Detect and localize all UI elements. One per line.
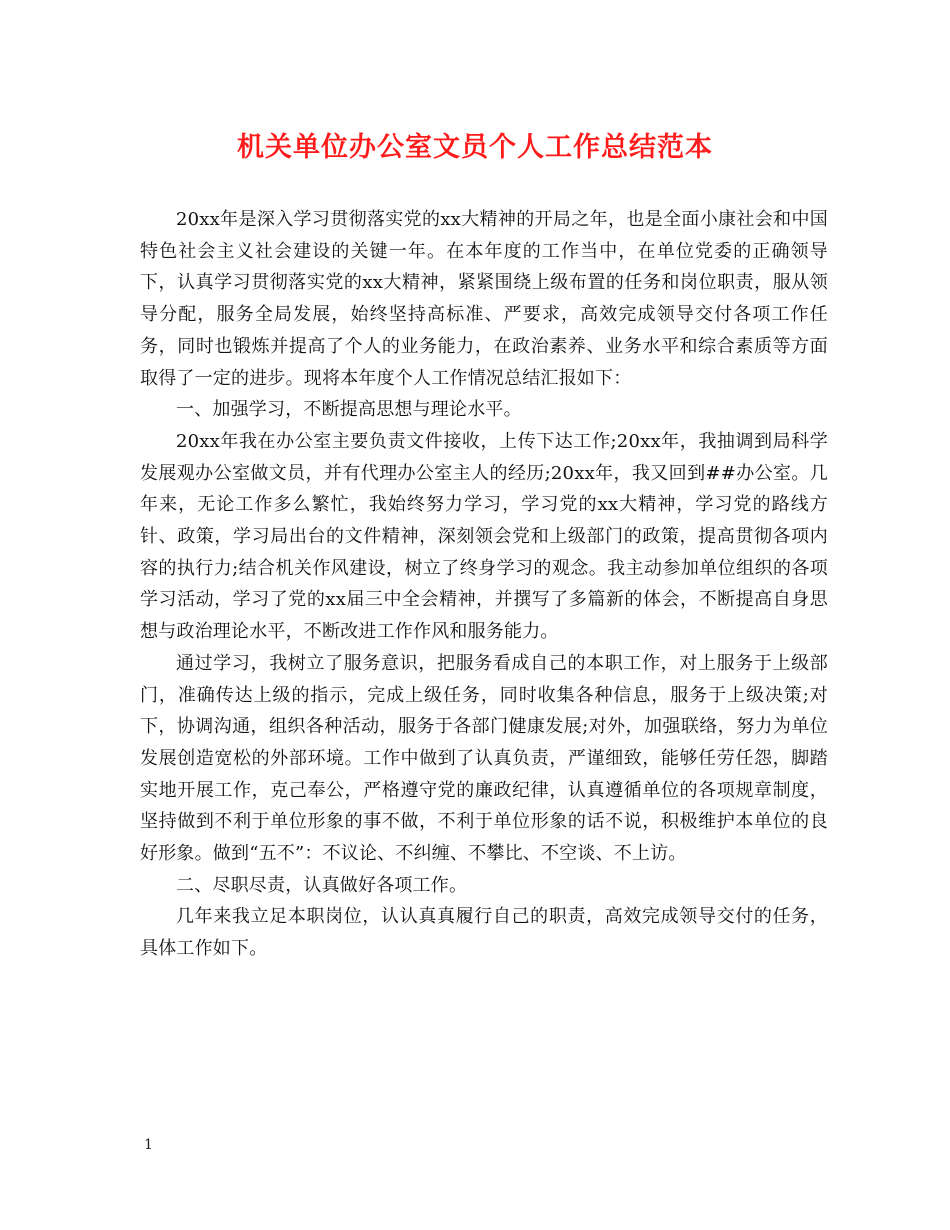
paragraph-intro: 20xx年是深入学习贯彻落实党的xx大精神的开局之年，也是全面小康社会和中国特色社会主义社会建设的关键一年。在本年度的工作当中，在单位党委的正确领导下，认真学习贯彻落实党的xx大精神，紧紧围绕上级布置的任务和岗位职责，服从领导分配，服务全局发展，始终坚持高标准、严要求，高效完成领导交付各项工作任务，同时也锻炼并提高了个人的业务能力，在政治素养、业务水平和综合素质等方面取得了一定的进步。现将本年度个人工作情况总结汇报如下： — [140, 209, 828, 389]
section-heading-1: 一、加强学习，不断提高思想与理论水平。 — [176, 399, 522, 421]
paragraph-service: 通过学习，我树立了服务意识，把服务看成自己的本职工作，对上服务于上级部门，准确传达上级的指示，完成上级任务，同时收集各种信息，服务于上级决策;对下，协调沟通，组织各种活动，服务于各部门健康发展;对外，加强联络，努力为单位发展创造宽松的外部环境。工作中做到了认真负责，严谨细致，能够任劳任怨，脚踏实地开展工作，克己奉公，严格遵守党的廉政纪律，认真遵循单位的各项规章制度，坚持做到不利于单位形象的事不做，不利于单位形象的话不说，积极维护本单位的良好形象。做到“五不”：不议论、不纠缠、不攀比、不空谈、不上访。 — [140, 652, 828, 865]
page-number: 1 — [144, 1137, 153, 1153]
document-body — [140, 204, 828, 965]
paragraph-duties: 几年来我立足本职岗位，认认真真履行自己的职责，高效完成领导交付的任务，具体工作如下。 — [140, 906, 828, 960]
paragraph-study: 20xx年我在办公室主要负责文件接收，上传下达工作;20xx年，我抽调到局科学发展观办公室做文员，并有代理办公室主人的经历;20xx年，我又回到##办公室。几年来，无论工作多么繁忙，我始终努力学习，学习党的xx大精神，学习党的路线方针、政策，学习局出台的文件精神，深刻领会党和上级部门的政策，提高贯彻各项内容的执行力;结合机关作风建设，树立了终身学习的观念。我主动参加单位组织的各项学习活动，学习了党的xx届三中全会精神，并撰写了多篇新的体会，不断提高自身思想与政治理论水平，不断改进工作作风和服务能力。 — [140, 430, 828, 643]
document-title: 机关单位办公室文员个人工作总结范本 — [237, 132, 713, 163]
section-heading-2: 二、尽职尽责，认真做好各项工作。 — [176, 874, 468, 896]
